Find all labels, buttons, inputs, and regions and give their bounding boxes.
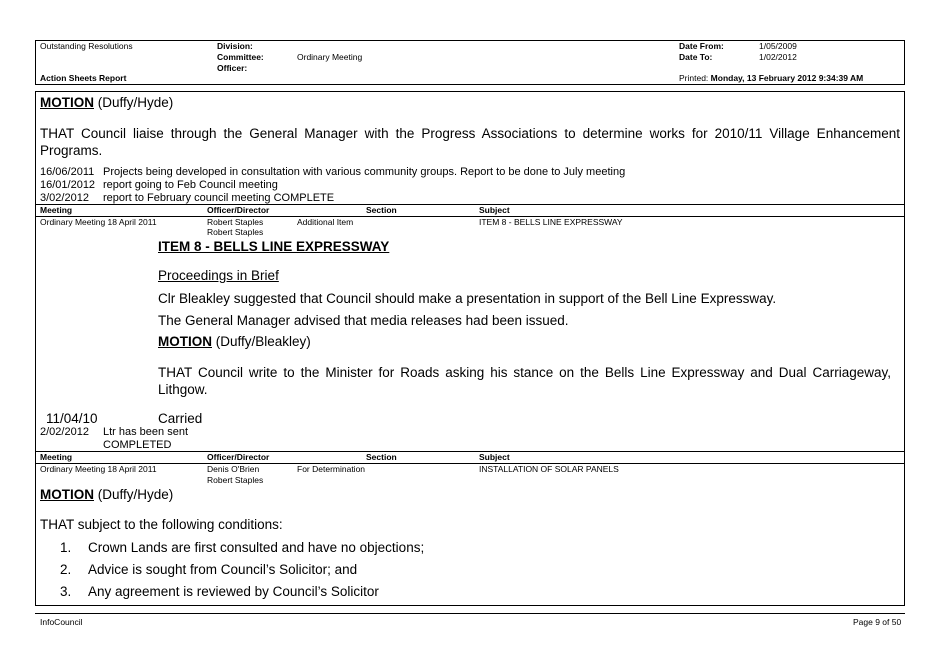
carried-status: Carried: [158, 411, 203, 426]
motion-word: MOTION: [158, 334, 212, 349]
row-divider: [35, 451, 905, 452]
footer-rule: [35, 613, 905, 614]
row-section: Additional Item: [297, 217, 354, 227]
row-meeting: Ordinary Meeting 18 April 2011: [40, 464, 157, 474]
printed-value: Monday, 13 February 2012 9:34:39 AM: [710, 73, 864, 83]
row-officer: Robert Staples: [207, 217, 264, 227]
list-item: Crown Lands are first consulted and have no objections;: [88, 540, 425, 555]
row-subject: ITEM 8 - BELLS LINE EXPRESSWAY: [479, 217, 623, 227]
division-label: Division:: [217, 41, 253, 51]
motion-intro-3: THAT subject to the following conditions:: [40, 517, 283, 532]
row-officer: Robert Staples: [207, 475, 264, 485]
footer-page: Page 9 of 50: [853, 617, 902, 627]
date-from-label: Date From:: [679, 41, 724, 51]
list-number: 3.: [60, 584, 72, 599]
date-from-value: 1/05/2009: [759, 41, 797, 51]
note-text: report going to Feb Council meeting: [103, 179, 278, 191]
list-number: 1.: [60, 540, 72, 555]
motion-heading-3: [40, 486, 173, 503]
col-header-meeting: Meeting: [40, 452, 73, 462]
motion-movers: (Duffy/Bleakley): [212, 334, 311, 349]
report-name: Outstanding Resolutions: [40, 41, 133, 51]
row-divider: [35, 463, 905, 464]
col-header-section: Section: [366, 205, 397, 215]
col-header-meeting: Meeting: [40, 205, 73, 215]
committee-label: Committee:: [217, 52, 264, 62]
carried-date: 11/04/10: [46, 411, 98, 426]
committee-value: Ordinary Meeting: [297, 52, 363, 62]
printed-label: Printed:: [679, 73, 709, 83]
note-date: 16/01/2012: [40, 179, 96, 191]
note-date: 2/02/2012: [40, 426, 89, 438]
row-subject: INSTALLATION OF SOLAR PANELS: [479, 464, 619, 474]
proceedings-heading: Proceedings in Brief: [158, 268, 279, 283]
motion-body-1: THAT Council liaise through the General Manager with the Progress Associations to determine works for 2010/11 Village Enhancement Programs.: [40, 126, 900, 158]
col-header-officer: Officer/Director: [207, 452, 270, 462]
motion-body-2: THAT Council write to the Minister for Roads asking his stance on the Bells Line Expressway and Dual Carriageway, Lithgow.: [158, 365, 891, 397]
row-divider: [35, 204, 905, 205]
motion-heading-1: [40, 94, 173, 111]
row-divider: [35, 216, 905, 217]
note-text: report to February council meeting COMPLETE: [103, 192, 335, 204]
officer-label: Officer:: [217, 63, 248, 73]
report-type: Action Sheets Report: [40, 73, 127, 83]
note-text: Projects being developed in consultation with various community groups. Report to be done to July meeting: [103, 166, 626, 178]
date-to-label: Date To:: [679, 52, 713, 62]
row-section: For Determination: [297, 464, 366, 474]
list-number: 2.: [60, 562, 72, 577]
list-item: Any agreement is reviewed by Council’s Solicitor: [88, 584, 379, 599]
proceedings-paragraph: Clr Bleakley suggested that Council should make a presentation in support of the Bell Line Expressway.: [158, 291, 777, 306]
col-header-section: Section: [366, 452, 397, 462]
footer-app: InfoCouncil: [40, 617, 83, 627]
col-header-subject: Subject: [479, 205, 510, 215]
note-date: 3/02/2012: [40, 192, 89, 204]
motion-movers: (Duffy/Hyde): [94, 95, 174, 110]
col-header-subject: Subject: [479, 452, 510, 462]
note-text: COMPLETED: [103, 439, 172, 451]
date-to-value: 1/02/2012: [759, 52, 797, 62]
motion-word: MOTION: [40, 487, 94, 502]
motion-movers: (Duffy/Hyde): [94, 487, 174, 502]
list-item: Advice is sought from Council’s Solicitor; and: [88, 562, 358, 577]
row-meeting: Ordinary Meeting 18 April 2011: [40, 217, 157, 227]
row-officer: Denis O'Brien: [207, 464, 260, 474]
row-officer: Robert Staples: [207, 227, 264, 237]
proceedings-paragraph: The General Manager advised that media releases had been issued.: [158, 313, 569, 328]
printed-line: [679, 73, 863, 84]
note-date: 16/06/2011: [40, 166, 95, 178]
note-text: Ltr has been sent: [103, 426, 189, 438]
motion-heading-2: [158, 333, 311, 350]
motion-word: MOTION: [40, 95, 94, 110]
item-title: ITEM 8 - BELLS LINE EXPRESSWAY: [158, 239, 390, 254]
col-header-officer: Officer/Director: [207, 205, 270, 215]
